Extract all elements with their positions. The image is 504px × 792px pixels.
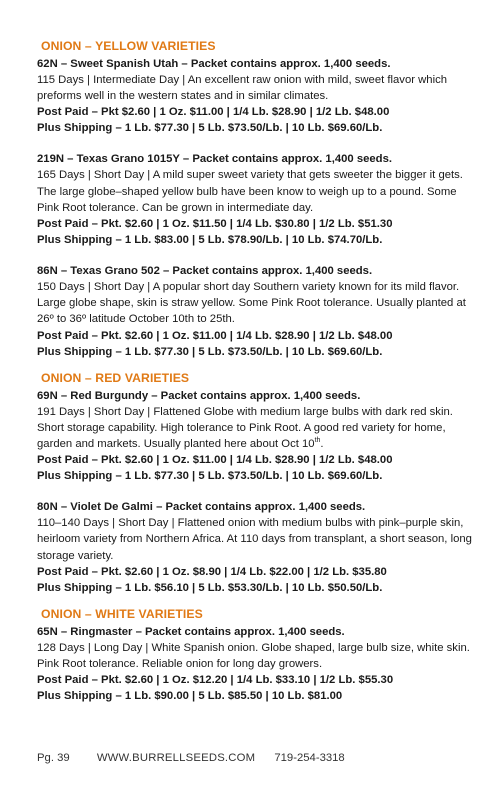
product-entry-80n [37,499,477,596]
section-title: ONION – YELLOW VARIETIES [41,39,216,53]
product-description: 115 Days | Intermediate Day | An excellent raw onion with mild, sweet flavor which preforms well in the western states and in similar climates. [37,74,448,103]
phone-number: 719-254-3318 [274,752,345,764]
catalog-content [37,38,477,719]
product-heading: 86N – Texas Grano 502 – Packet contains approx. 1,400 seeds. [37,265,373,278]
product-entry-65n [37,624,477,704]
product-entry-219n [37,151,477,248]
product-description [37,404,477,453]
product-heading: 219N – Texas Grano 1015Y – Packet contains approx. 1,400 seeds. [37,153,393,166]
ordinal-suffix: th [314,437,321,445]
section-white-varieties [37,606,477,704]
post-paid-prices: Post Paid – Pkt. $2.60 | 1 Oz. $8.90 | 1/4 Lb. $22.00 | 1/2 Lb. $35.80 [37,565,387,578]
page-footer [37,752,345,764]
plus-shipping-prices: Plus Shipping – 1 Lb. $56.10 | 5 Lb. $53.30/Lb. | 10 Lb. $50.50/Lb. [37,581,383,594]
product-description: 150 Days | Short Day | A popular short day Southern variety known for its mild flavor. Large globe shape, skin is straw yellow. Some Pink Root tolerance. Usually planted at 26º to 36º latitude October 10th to 25th. [37,281,466,326]
product-entry-69n [37,388,477,485]
plus-shipping-prices: Plus Shipping – 1 Lb. $77.30 | 5 Lb. $73.50/Lb. | 10 Lb. $69.60/Lb. [37,345,383,358]
description-text: 191 Days | Short Day | Flattened Globe with medium large bulbs with dark red skin. Short storage capability. High tolerance to Pink Root. A good red variety for home, garden and markets. Usually planted here about Oct 10 [37,405,453,451]
section-title: ONION – RED VARIETIES [41,370,190,385]
page-number: Pg. 39 [37,752,70,764]
product-description: 128 Days | Long Day | White Spanish onion. Globe shaped, large bulb size, white skin. Pink Root tolerance. Reliable onion for long day growers. [37,641,470,671]
description-tail: . [320,438,324,451]
plus-shipping-prices: Plus Shipping – 1 Lb. $77.30 | 5 Lb. $73.50/Lb. | 10 Lb. $69.60/Lb. [37,470,383,483]
plus-shipping-prices: Plus Shipping – 1 Lb. $90.00 | 5 Lb. $85.50 | 10 Lb. $81.00 [37,690,343,703]
product-description: 110–140 Days | Short Day | Flattened onion with medium bulbs with pink–purple skin, heirloom variety from Northern Africa. At 110 days from transplant, a short season, long storage variety. [37,517,472,562]
post-paid-prices: Post Paid – Pkt. $2.60 | 1 Oz. $12.20 | 1/4 Lb. $33.10 | 1/2 Lb. $55.30 [37,674,394,687]
website-url: WWW.BURRELLSEEDS.COM [96,752,256,764]
product-entry-86n [37,263,477,360]
plus-shipping-prices: Plus Shipping – 1 Lb. $77.30 | 5 Lb. $73.50/Lb. | 10 Lb. $69.60/Lb. [37,122,383,135]
post-paid-prices: Post Paid – Pkt. $2.60 | 1 Oz. $11.00 | 1/4 Lb. $28.90 | 1/2 Lb. $48.00 [37,329,393,342]
post-paid-prices: Post Paid – Pkt. $2.60 | 1 Oz. $11.00 | 1/4 Lb. $28.90 | 1/2 Lb. $48.00 [37,454,393,467]
product-heading: 69N – Red Burgundy – Packet contains approx. 1,400 seeds. [37,389,361,402]
post-paid-prices: Post Paid – Pkt. $2.60 | 1 Oz. $11.50 | 1/4 Lb. $30.80 | 1/2 Lb. $51.30 [37,218,393,231]
section-red-varieties [37,370,477,596]
plus-shipping-prices: Plus Shipping – 1 Lb. $83.00 | 5 Lb. $78.90/Lb. | 10 Lb. $74.70/Lb. [37,234,383,247]
product-heading: 80N – Violet De Galmi – Packet contains approx. 1,400 seeds. [37,501,366,514]
section-yellow-varieties [37,38,477,360]
section-title: ONION – WHITE VARIETIES [41,606,203,621]
product-heading: 65N – Ringmaster – Packet contains approx. 1,400 seeds. [37,625,345,638]
product-heading: 62N – Sweet Spanish Utah – Packet contains approx. 1,400 seeds. [37,58,391,70]
post-paid-prices: Post Paid – Pkt $2.60 | 1 Oz. $11.00 | 1/4 Lb. $28.90 | 1/2 Lb. $48.00 [37,106,390,119]
product-description: 165 Days | Short Day | A mild super sweet variety that gets sweeter the bigger it gets. The large globe–shaped yellow bulb have been know to weigh up to a pound. Some Pink Root tolerance. Can be grown in intermediate day. [37,169,463,214]
product-entry-62n [37,56,477,136]
